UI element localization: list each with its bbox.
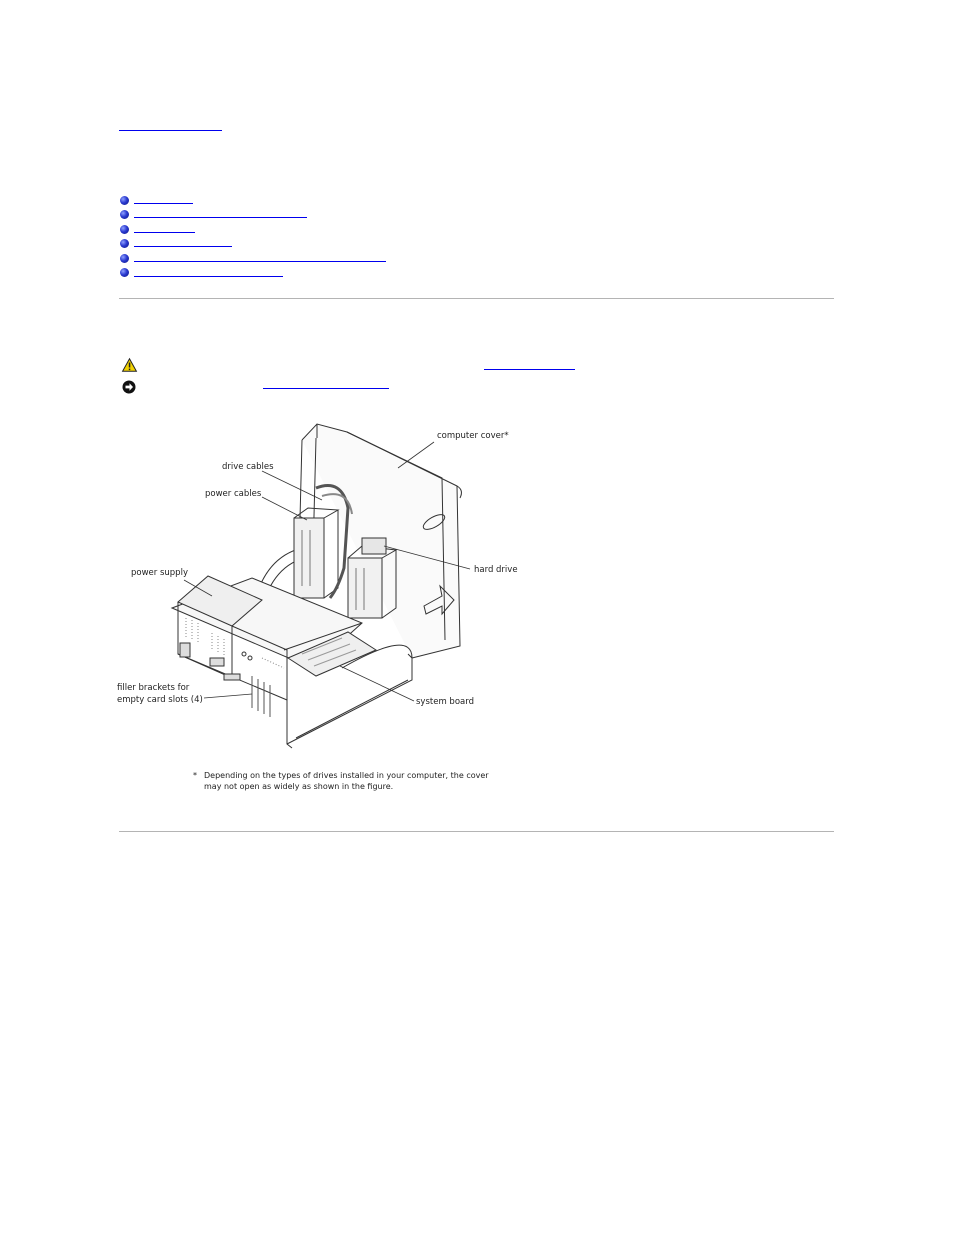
toc-link-2[interactable] — [134, 217, 307, 218]
toc-bullet-icon — [120, 254, 129, 263]
toc-link-6[interactable] — [134, 276, 283, 277]
toc-link-5[interactable] — [134, 261, 386, 262]
toc-bullet-icon — [120, 268, 129, 277]
caution-triangle-icon — [122, 358, 137, 372]
section-divider-bottom — [119, 831, 834, 832]
section-divider — [119, 298, 834, 299]
footnote-marker: * — [193, 771, 197, 780]
toc-bullet-icon — [120, 210, 129, 219]
back-to-contents-link[interactable] — [119, 130, 222, 131]
caution-link[interactable] — [484, 369, 575, 370]
toc-link-4[interactable] — [134, 246, 232, 247]
callout-filler-brackets-line2: empty card slots (4) — [117, 695, 203, 705]
notice-link[interactable] — [263, 388, 389, 389]
callout-drive-cables: drive cables — [222, 462, 274, 472]
toc-bullet-icon — [120, 239, 129, 248]
notice-circle-arrow-icon — [122, 380, 136, 394]
callout-filler-brackets-line1: filler brackets for — [117, 683, 190, 693]
toc-bullet-icon — [120, 225, 129, 234]
toc-bullet-icon — [120, 196, 129, 205]
callout-system-board: system board — [416, 697, 474, 707]
toc-link-3[interactable] — [134, 232, 195, 233]
callout-power-cables: power cables — [205, 489, 262, 499]
callout-hard-drive: hard drive — [474, 565, 518, 575]
figure-footnote — [193, 770, 489, 792]
footnote-line-2: may not open as widely as shown in the figure. — [204, 782, 394, 791]
callout-power-supply: power supply — [131, 568, 188, 578]
computer-interior-illustration — [112, 418, 518, 758]
footnote-line-1: Depending on the types of drives installed in your computer, the cover — [204, 771, 489, 780]
callout-computer-cover: computer cover* — [437, 431, 509, 441]
toc-link-1[interactable] — [134, 203, 193, 204]
